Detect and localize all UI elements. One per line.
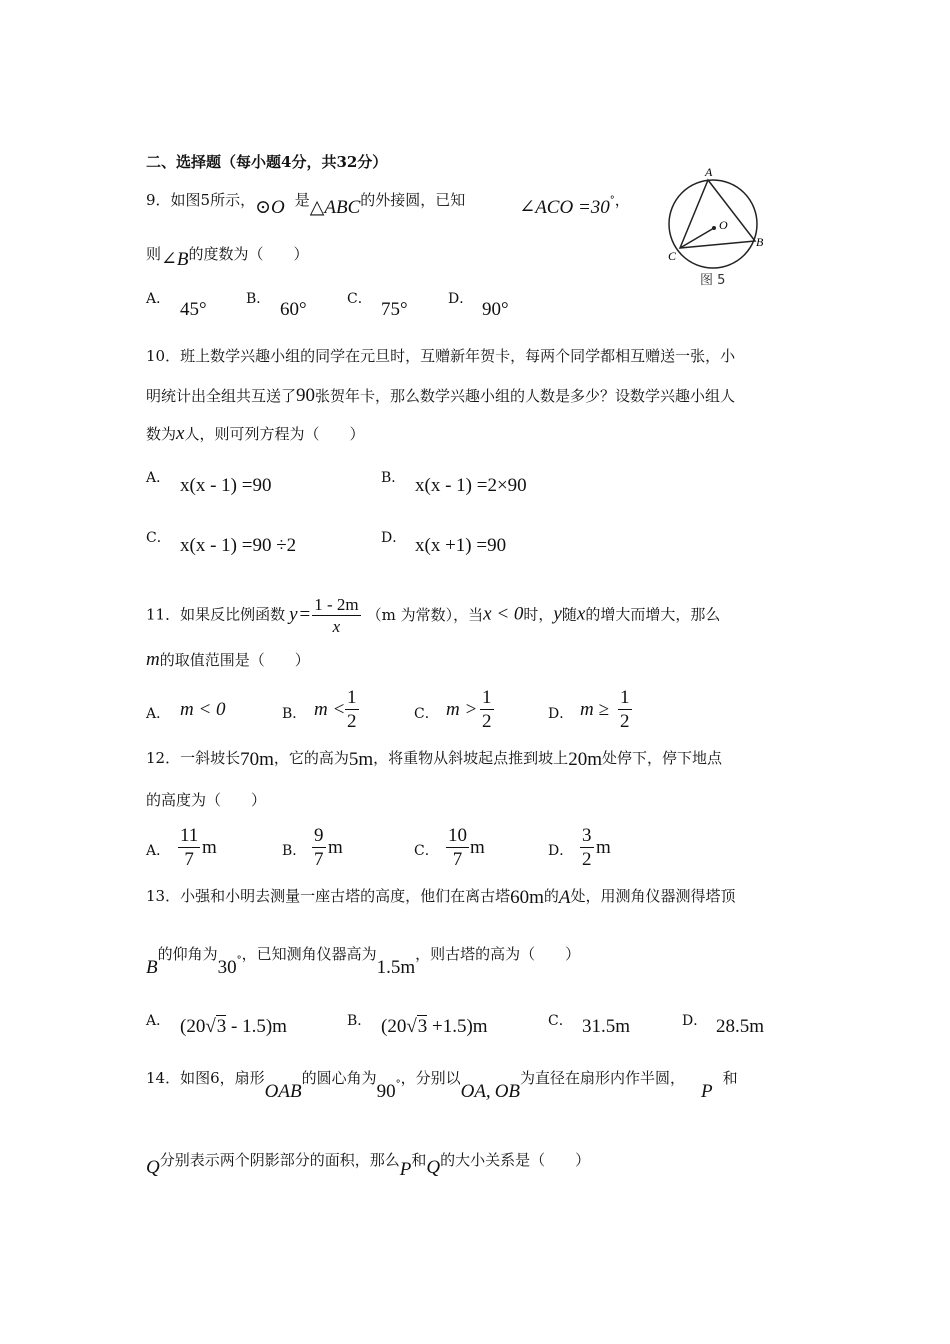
- q10-option-d-value: x(x +1) =90: [415, 535, 507, 556]
- q13-prefix: 13．小强和小明去测量一座古塔的高度，他们在离古塔: [146, 887, 511, 905]
- question-13-line2: [146, 944, 581, 978]
- q10-x: x: [176, 423, 185, 444]
- q12-option-c-fraction: [446, 826, 469, 869]
- q13-a-post: - 1.5)m: [226, 1016, 287, 1037]
- q11-option-b-fraction: [345, 688, 359, 731]
- q9-option-b-value: 60°: [280, 299, 307, 320]
- q11-b-num: 1: [347, 687, 357, 708]
- q13-option-a-label: A．: [146, 1013, 171, 1029]
- q13-deg: °: [236, 955, 242, 966]
- center-o-dot: [712, 226, 716, 230]
- question-9-line2: [146, 244, 309, 270]
- q13-instrument-height: 1.5m: [376, 957, 416, 978]
- q14-line2-b: 的大小关系是（ ）: [440, 1151, 591, 1169]
- q10-line3-b: 人，则可列方程为（ ）: [184, 425, 365, 443]
- q13-line2-c: ，则古塔的高为（ ）: [415, 945, 581, 963]
- q11-option-c-fraction: [480, 688, 494, 731]
- q13-b-pre: (20: [381, 1016, 407, 1037]
- q12-b-num: 9: [314, 825, 324, 846]
- q9-ze: 则: [146, 245, 162, 263]
- q13-point-b: B: [146, 957, 158, 978]
- q12-option-b-unit: m: [328, 837, 343, 858]
- q11-y: y: [289, 603, 298, 625]
- q10-option-c-value: x(x - 1) =90 ÷2: [180, 535, 297, 556]
- q10-option-a-value: x(x - 1) =90: [180, 475, 272, 496]
- q12-option-d-unit: m: [596, 837, 611, 858]
- q9-line2-tail: 的度数为（ ）: [188, 245, 309, 263]
- q14-mid2: ，分别以: [400, 1069, 461, 1087]
- q9-angle-b: ∠B: [161, 249, 189, 270]
- q11-option-b-label: B．: [282, 706, 307, 722]
- q11-fraction: [312, 596, 360, 635]
- q12-c-num: 10: [448, 825, 467, 846]
- q9-circle-o: ⊙O: [255, 197, 285, 218]
- q9-deg: °: [609, 195, 615, 206]
- q9-is: 是: [294, 191, 310, 209]
- q11-option-d-value: m ≥: [580, 699, 609, 720]
- q14-prefix: 14．如图6，扇形: [146, 1069, 265, 1087]
- figure-5: [660, 160, 770, 290]
- q14-p: P: [701, 1081, 713, 1102]
- q11-when: 时，: [523, 605, 554, 624]
- q13-option-b-value: (20√3 +1.5)m: [381, 1016, 488, 1037]
- q12-d-num: 3: [582, 825, 592, 846]
- q12-mid1: ，它的高为: [273, 749, 349, 767]
- q14-line2-a: 分别表示两个阴影部分的面积，那么: [159, 1151, 400, 1169]
- q11-paren: （m 为常数），当: [366, 605, 484, 624]
- q13-option-b-label: B．: [347, 1013, 372, 1029]
- q12-tail: 处停下，停下地点: [601, 749, 722, 767]
- label-o: O: [719, 218, 728, 232]
- q14-mid1: 的圆心角为: [301, 1069, 377, 1087]
- question-11-line1: [146, 596, 720, 635]
- q13-point-a: A: [558, 887, 571, 908]
- q12-option-d-fraction: [580, 826, 594, 869]
- q11-b-den: 2: [347, 711, 357, 732]
- triangle-abc: [680, 180, 755, 248]
- q11-condition: x < 0: [483, 603, 524, 625]
- q9-angle: ∠ACO =30: [519, 197, 610, 218]
- q9-option-a-value: 45°: [180, 299, 207, 320]
- question-14-line1: [146, 1068, 738, 1102]
- label-c: C: [668, 249, 677, 263]
- q14-mid3: 为直径在扇形内作半圆，: [520, 1069, 686, 1087]
- q12-d-den: 2: [582, 849, 592, 870]
- q13-distance: 60m: [510, 887, 544, 908]
- q10-option-a-label: A．: [146, 470, 171, 486]
- q9-mid: 的外接圆，已知: [360, 191, 466, 209]
- q14-p2: P: [399, 1159, 412, 1180]
- question-10-line2: [146, 386, 735, 406]
- figure-5-caption: 图 5: [700, 273, 726, 288]
- q13-option-d-label: D．: [682, 1013, 708, 1029]
- q9-comma: ，: [614, 191, 630, 209]
- q14-q2: Q: [426, 1157, 441, 1178]
- q11-d-num: 1: [620, 687, 630, 708]
- q14-he2: 和: [411, 1151, 427, 1169]
- q11-numerator: 1 - 2m: [314, 595, 359, 614]
- q12-distance: 20m: [568, 749, 602, 770]
- q12-mid2: ，将重物从斜坡起点推到坡上: [373, 749, 569, 767]
- q12-prefix: 12．一斜坡长: [146, 749, 241, 767]
- q14-ob: OB: [494, 1081, 521, 1102]
- circumcircle: [669, 180, 757, 268]
- section-title: 二、选择题（每小题4分，共32分）: [146, 153, 388, 171]
- q10-option-d-label: D．: [381, 530, 407, 546]
- label-a: A: [705, 165, 713, 179]
- q11-d-den: 2: [620, 711, 630, 732]
- q11-option-a-label: A．: [146, 706, 171, 722]
- q11-c-num: 1: [482, 687, 492, 708]
- q14-angle: 90: [376, 1081, 396, 1102]
- q12-option-c-unit: m: [470, 837, 485, 858]
- q12-a-num: 11: [180, 825, 199, 846]
- q10-line2-a: 明统计出全组共互送了: [146, 387, 297, 405]
- q13-line2-a: 的仰角为: [157, 945, 218, 963]
- q12-option-a-fraction: [178, 826, 200, 869]
- q13-option-c-value: 31.5m: [582, 1016, 631, 1037]
- q12-option-a-unit: m: [202, 837, 217, 858]
- q11-denominator: x: [332, 617, 341, 636]
- q11-option-c-label: C．: [414, 706, 439, 722]
- q9-option-b-label: B．: [246, 291, 271, 307]
- q11-option-d-label: D．: [548, 706, 574, 722]
- q14-deg: °: [395, 1079, 401, 1090]
- q9-option-d-value: 90°: [482, 299, 509, 320]
- q12-option-a-label: A．: [146, 843, 171, 859]
- q12-option-b-fraction: [312, 826, 326, 869]
- q13-line2-b: ，已知测角仪器高为: [241, 945, 377, 963]
- q11-option-b-value: m <: [314, 699, 346, 720]
- q11-option-c-value: m >: [446, 699, 478, 720]
- question-12-line2: 的高度为（ ）: [146, 791, 267, 809]
- q11-equals: =: [299, 603, 311, 625]
- q12-option-c-label: C．: [414, 843, 439, 859]
- q12-b-den: 7: [314, 849, 324, 870]
- q12-height: 5m: [348, 749, 374, 770]
- q11-sui: 随: [561, 605, 577, 624]
- q12-c-den: 7: [452, 849, 463, 870]
- q14-q: Q: [146, 1157, 160, 1178]
- q10-option-b-label: B．: [381, 470, 406, 486]
- label-b: B: [756, 235, 764, 249]
- q9-prefix: 9．如图5所示，: [146, 191, 256, 209]
- q11-y2: y: [553, 603, 562, 625]
- q11-c-den: 2: [482, 711, 492, 732]
- q12-length: 70m: [240, 749, 274, 770]
- q13-option-d-value: 28.5m: [716, 1016, 765, 1037]
- q11-line2-b: 的取值范围是（ ）: [159, 651, 310, 669]
- q12-option-d-label: D．: [548, 843, 574, 859]
- q10-line2-b: 张贺年卡，那么数学兴趣小组的人数是多少？设数学兴趣小组人: [315, 387, 736, 405]
- q10-option-b-value: x(x - 1) =2×90: [415, 475, 527, 496]
- q10-number-90: 90: [296, 385, 316, 406]
- q12-a-den: 7: [184, 849, 194, 870]
- q9-option-c-value: 75°: [381, 299, 408, 320]
- q13-b-post: +1.5)m: [427, 1016, 488, 1037]
- q13-tail: 处，用测角仪器测得塔顶: [570, 887, 736, 905]
- question-11-line2: [146, 650, 310, 670]
- question-10-line1: 10．班上数学兴趣小组的同学在元旦时，互赠新年贺卡，每两个同学都相互赠送一张，小: [146, 347, 736, 365]
- q13-option-a-value: (20√3 - 1.5)m: [180, 1016, 287, 1037]
- q13-a-radicand: 3: [216, 1016, 227, 1037]
- q13-angle: 30: [217, 957, 237, 978]
- q13-b-radicand: 3: [417, 1016, 428, 1037]
- q14-he: 和: [722, 1069, 738, 1087]
- q11-m: m: [146, 649, 160, 670]
- q13-de: 的: [543, 887, 559, 905]
- q9-triangle: △ABC: [309, 197, 361, 218]
- q11-option-a-value: m < 0: [180, 699, 226, 720]
- q9-option-a-label: A．: [146, 291, 171, 307]
- q10-line3-a: 数为: [146, 425, 177, 443]
- question-12-line1: [146, 748, 722, 768]
- q9-option-d-label: D．: [448, 291, 474, 307]
- q14-sector-oab: OAB: [264, 1081, 302, 1102]
- question-9-line1: [146, 190, 630, 218]
- q11-option-d-fraction: [618, 688, 632, 731]
- q13-a-pre: (20: [180, 1016, 206, 1037]
- q11-tail: 的增大而增大，那么: [585, 605, 721, 624]
- q10-option-c-label: C．: [146, 530, 171, 546]
- q13-option-c-label: C．: [548, 1013, 573, 1029]
- question-10-line3: [146, 424, 364, 444]
- question-14-line2: [146, 1150, 591, 1180]
- question-13-line1: [146, 886, 736, 906]
- q11-x2: x: [576, 603, 586, 625]
- q14-oa: OA,: [460, 1081, 491, 1102]
- q9-option-c-label: C．: [347, 291, 372, 307]
- q11-prefix: 11．如果反比例函数: [146, 605, 286, 624]
- q12-option-b-label: B．: [282, 843, 307, 859]
